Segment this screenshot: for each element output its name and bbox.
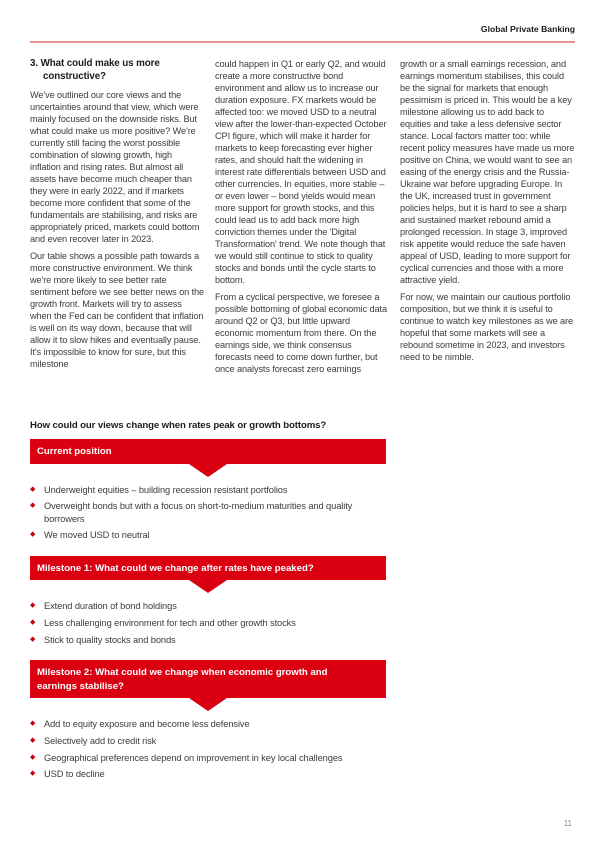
banner-arrow-down-icon xyxy=(189,464,227,477)
bullet-text: Add to equity exposure and become less defensive xyxy=(44,719,250,730)
stage-banner xyxy=(30,556,386,581)
stage-banner-label: Milestone 2: What could we change when economic growth and earnings stabilise? xyxy=(37,667,328,692)
stage-bullet-list xyxy=(30,600,376,646)
stage-banner-label: Current position xyxy=(37,446,112,457)
list-item xyxy=(30,735,376,747)
stage-bullet-list xyxy=(30,718,376,781)
list-item xyxy=(30,484,376,496)
page-number: 11 xyxy=(563,819,572,828)
diamond-bullet-icon: ◆ xyxy=(30,618,36,626)
bullet-text: Less challenging environment for tech and other growth stocks xyxy=(44,617,296,628)
diamond-bullet-icon: ◆ xyxy=(30,635,36,643)
diamond-bullet-icon: ◆ xyxy=(30,485,36,493)
bullet-text: Geographical preferences depend on improvement in key local challenges xyxy=(44,752,343,763)
stage-bullet-list xyxy=(30,484,376,542)
article-column-3 xyxy=(400,58,575,380)
milestone-flow-section xyxy=(30,420,386,795)
bullet-text: Extend duration of bond holdings xyxy=(44,601,177,612)
list-item xyxy=(30,768,376,780)
diamond-bullet-icon: ◆ xyxy=(30,770,36,778)
diamond-bullet-icon: ◆ xyxy=(30,602,36,610)
bullet-text: Overweight bonds but with a focus on short-to-medium maturities and quality borrowers xyxy=(44,501,353,524)
diamond-bullet-icon: ◆ xyxy=(30,502,36,510)
list-item xyxy=(30,500,376,525)
article-column-2 xyxy=(215,58,390,380)
paragraph: From a cyclical perspective, we foresee a possible bottoming of global economic data around Q2 or Q3, but little upward economic momentum from there. On the earnings side, we think consensus forecasts need to come down further, but once analysts forecast zero earnings xyxy=(215,292,388,374)
banner-arrow-down-icon xyxy=(189,580,227,593)
diamond-bullet-icon: ◆ xyxy=(30,753,36,761)
bullet-text: USD to decline xyxy=(44,769,105,780)
stage-banner-label: Milestone 1: What could we change after rates have peaked? xyxy=(37,562,314,574)
diamond-bullet-icon: ◆ xyxy=(30,736,36,744)
bullet-text: Underweight equities – building recession resistant portfolios xyxy=(44,484,288,495)
paragraph: Our table shows a possible path towards a more constructive environment. We think we're more likely to see better rate sentiment before we see better news on the growth front. Markets will try to assess when the Fed can be confident that inflation is well on its way down, because that will allow it to slow hikes and eventually pause. It's impossible to know for sure, but this milestone xyxy=(30,251,205,370)
stage-banner xyxy=(30,660,386,698)
stage-banner xyxy=(30,439,386,464)
article-heading: 3. What could make us more constructive? xyxy=(30,58,160,82)
list-item xyxy=(30,752,376,764)
banner-arrow-down-icon xyxy=(189,698,227,711)
list-item xyxy=(30,600,376,612)
article-column-1 xyxy=(30,58,205,380)
flow-stage-milestone-2 xyxy=(30,660,386,781)
bullet-text: Selectively add to credit risk xyxy=(44,735,157,746)
flow-stage-current-position xyxy=(30,439,386,542)
list-item xyxy=(30,529,376,541)
list-item xyxy=(30,718,376,730)
bullet-text: Stick to quality stocks and bonds xyxy=(44,634,176,645)
list-item xyxy=(30,617,376,629)
paragraph: growth or a small earnings recession, and earnings momentum stabilises, this could be the signal for markets that enough pessimism is priced in. This would be a key milestone allowing us to add back to equities and take a less defensive sector stance. Local factors matter too: while recent policy measures have made us more positive on China, we would want to see an easing of the energy crisis and the Russia-Ukraine war before upgrading Europe. In the UK, increased trust in government policies helps, but it is hard to see a sharp and sustained market rebound amid a prolonged recession. In stage 3, improved risk appetite would reduce the safe haven appeal of USD, leading to more support for cyclical currencies and those with a more attractive yield. xyxy=(400,59,575,285)
flow-title: How could our views change when rates peak or growth bottoms? xyxy=(30,420,327,431)
flow-stage-milestone-1 xyxy=(30,556,386,646)
article-columns xyxy=(30,58,575,380)
paragraph: For now, we maintain our cautious portfolio composition, but we think it is useful to continue to watch key milestones as we are hopeful that some markets will see a rebound sometime in 2023, and investors need to be nimble. xyxy=(400,292,574,362)
paragraph: We've outlined our core views and the uncertainties around that view, which were mainly focused on the downside risks. But what could make us more positive? We're currently still facing the worst possible combination of slowing growth, high inflation and rising rates. But almost all assets have become much cheaper than they were in early 2022, and if markets become more confident that some of the fundamentals are stabilising, and risks are appropriately priced, markets could bottom and even recover later in 2023. xyxy=(30,90,200,245)
paragraph: could happen in Q1 or early Q2, and would create a more constructive bond environment and allow us to increase our duration exposure. FX markets would be affected too: we moved USD to a neutral view after the lower-than-expected October CPI figure, which will make it harder for markets to keep forecasting ever higher rates, and should halt the widening in interest rate differentials between USD and other currencies. In equities, more stable – or even lower – bond yields would mean more support for growth stocks, and this could lead us to add back more high conviction themes under the 'Digital Transformation' trend. We note though that we would still continue to stick to quality stocks and bonds until the cycle starts to bottom. xyxy=(215,59,387,285)
header-rule xyxy=(30,41,575,43)
bullet-text: We moved USD to neutral xyxy=(44,530,150,541)
brand-text: Global Private Banking xyxy=(480,24,575,34)
diamond-bullet-icon: ◆ xyxy=(30,531,36,539)
diamond-bullet-icon: ◆ xyxy=(30,720,36,728)
list-item xyxy=(30,634,376,646)
